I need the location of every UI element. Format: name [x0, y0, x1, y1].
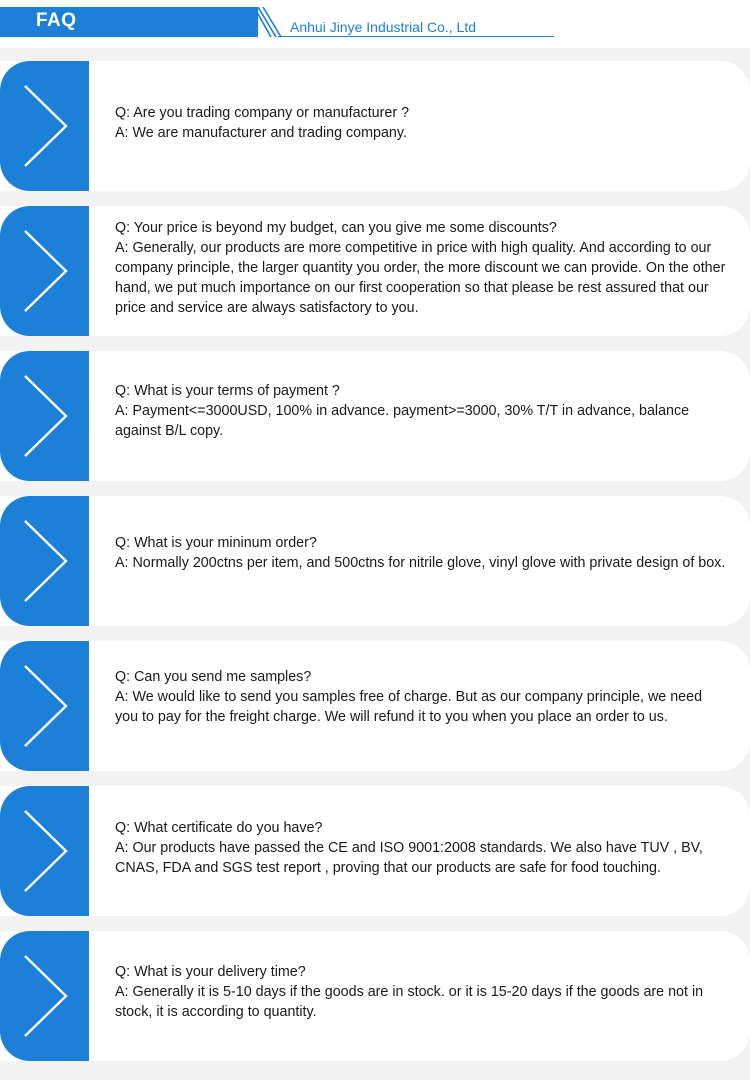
faq-text — [115, 533, 726, 573]
faq-text — [115, 818, 726, 878]
faq-answer: A: We are manufacturer and trading company. — [115, 125, 407, 141]
faq-card-tab — [0, 641, 89, 771]
chevron-right-icon — [20, 229, 68, 313]
faq-question: Q: What certificate do you have? — [115, 820, 323, 836]
slash-decoration-icon — [254, 7, 284, 39]
faq-card — [0, 206, 750, 336]
faq-card-tab — [0, 496, 89, 626]
chevron-right-icon — [20, 664, 68, 748]
faq-question: Q: Your price is beyond my budget, can you give me some discounts? — [115, 220, 557, 236]
faq-question: Q: What is your terms of payment ? — [115, 383, 340, 399]
chevron-right-icon — [20, 84, 68, 168]
chevron-right-icon — [20, 809, 68, 893]
faq-card — [0, 931, 750, 1061]
company-underline — [278, 36, 554, 37]
chevron-right-icon — [20, 954, 68, 1038]
faq-card-tab — [0, 206, 89, 336]
faq-text — [115, 962, 726, 1022]
faq-card-tab — [0, 351, 89, 481]
faq-card — [0, 61, 750, 191]
faq-title: FAQ — [36, 10, 77, 31]
faq-card-tab — [0, 61, 89, 191]
faq-question: Q: Are you trading company or manufacturer ? — [115, 105, 410, 121]
faq-text — [115, 218, 726, 318]
faq-question: Q: What is your delivery time? — [115, 964, 306, 980]
chevron-right-icon — [20, 519, 68, 603]
faq-card — [0, 786, 750, 916]
faq-answer: A: Normally 200ctns per item, and 500ctns for nitrile glove, vinyl glove with private design of box. — [115, 555, 726, 571]
faq-text — [115, 103, 726, 143]
company-name: Anhui Jinye Industrial Co., Ltd — [290, 19, 476, 35]
faq-answer: A: Generally it is 5-10 days if the goods are in stock. or it is 15-20 days if the goods are not in stock, it is according to quantity. — [115, 984, 704, 1020]
faq-text — [115, 667, 726, 727]
faq-answer: A: Our products have passed the CE and ISO 9001:2008 standards. We also have TUV , BV, CNAS, FDA and SGS test report , proving that our products are safe for food touching. — [115, 840, 703, 876]
faq-card — [0, 496, 750, 626]
faq-answer: A: Payment<=3000USD, 100% in advance. payment>=3000, 30% T/T in advance, balance against B/L copy. — [115, 403, 690, 439]
faq-question: Q: What is your mininum order? — [115, 535, 317, 551]
faq-text — [115, 381, 726, 441]
faq-card-tab — [0, 786, 89, 916]
chevron-right-icon — [20, 374, 68, 458]
faq-card-tab — [0, 931, 89, 1061]
faq-answer: A: Generally, our products are more competitive in price with high quality. And according to our company principle, the larger quantity you order, the more discount we can provide. On the other hand, we put much importance on our first cooperation so that please be rest assured that our price and service are always satisfactory to you. — [115, 240, 726, 316]
faq-question: Q: Can you send me samples? — [115, 669, 312, 685]
header — [0, 0, 750, 48]
faq-answer: A: We would like to send you samples free of charge. But as our company principle, we need you to pay for the freight charge. We will refund it to you when you place an order to us. — [115, 689, 703, 725]
faq-card — [0, 641, 750, 771]
faq-card — [0, 351, 750, 481]
